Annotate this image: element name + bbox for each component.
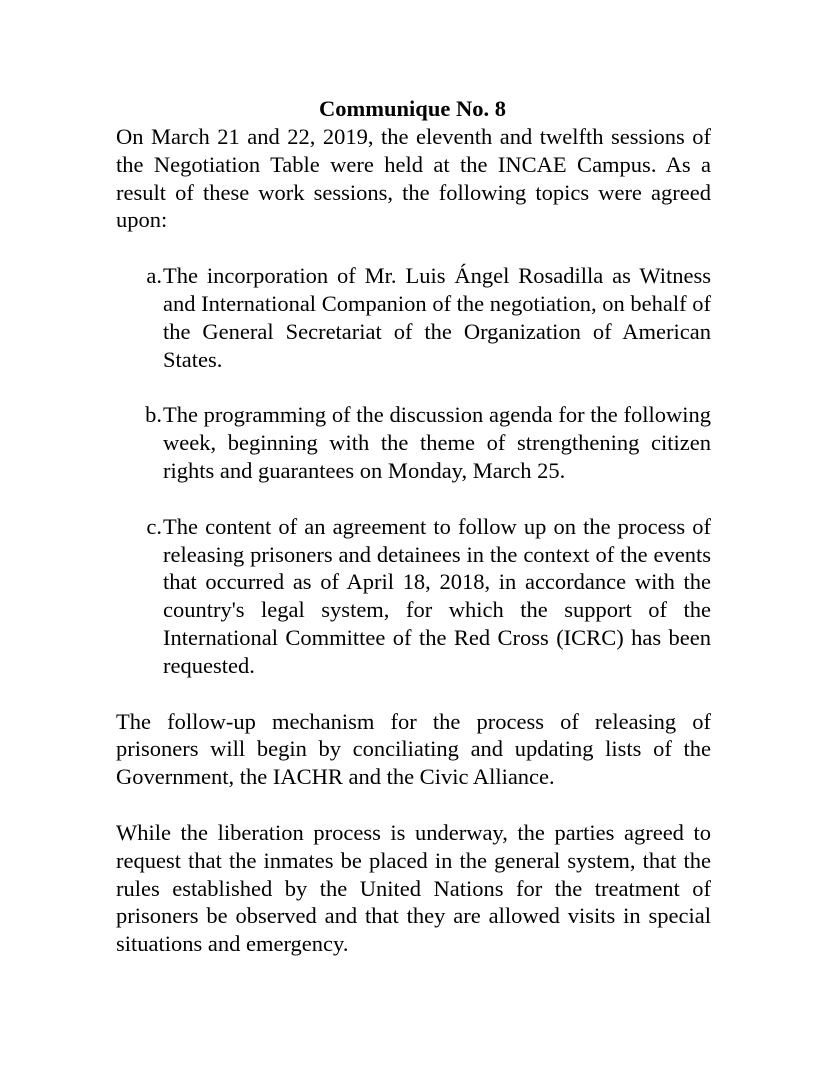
intro-paragraph: On March 21 and 22, 2019, the eleventh and twelfth sessions of the Negotiation Table were held at the INCAE Campus. As a result of these work sessions, the following topics were agreed upon:: [116, 124, 711, 233]
list-marker: b.: [145, 402, 162, 428]
list-item: [116, 401, 711, 484]
follow-up-paragraph: The follow-up mechanism for the process of releasing of prisoners will begin by conciliating and updating lists of the Government, the IACHR and the Civic Alliance.: [116, 708, 711, 790]
list-item-text: The content of an agreement to follow up on the process of releasing prisoners and detainees in the context of the events that occurred as of April 18, 2018, in accordance with the country's legal system, for which the support of the International Committee of the Red Cross (ICRC) has been requested.: [163, 513, 711, 678]
agreed-topics-list: [116, 262, 711, 679]
liberation-paragraph: While the liberation process is underway, the parties agreed to request that the inmates be placed in the general system, that the rules established by the United Nations for the treatment of prisoners be observed and that they are allowed visits in special situations and emergency.: [116, 819, 711, 957]
list-item: [116, 513, 711, 680]
list-item-text: The programming of the discussion agenda for the following week, beginning with the theme of strengthening citizen rights and guarantees on Monday, March 25.: [163, 402, 711, 483]
document-title: Communique No. 8: [319, 96, 506, 121]
document-body: [116, 123, 711, 986]
list-item: [116, 262, 711, 373]
list-marker: c.: [146, 513, 162, 539]
list-item-text: The incorporation of Mr. Luis Ángel Rosadilla as Witness and International Companion of the negotiation, on behalf of the General Secretariat of the Organization of American States.: [163, 263, 711, 372]
list-marker: a.: [146, 263, 162, 289]
